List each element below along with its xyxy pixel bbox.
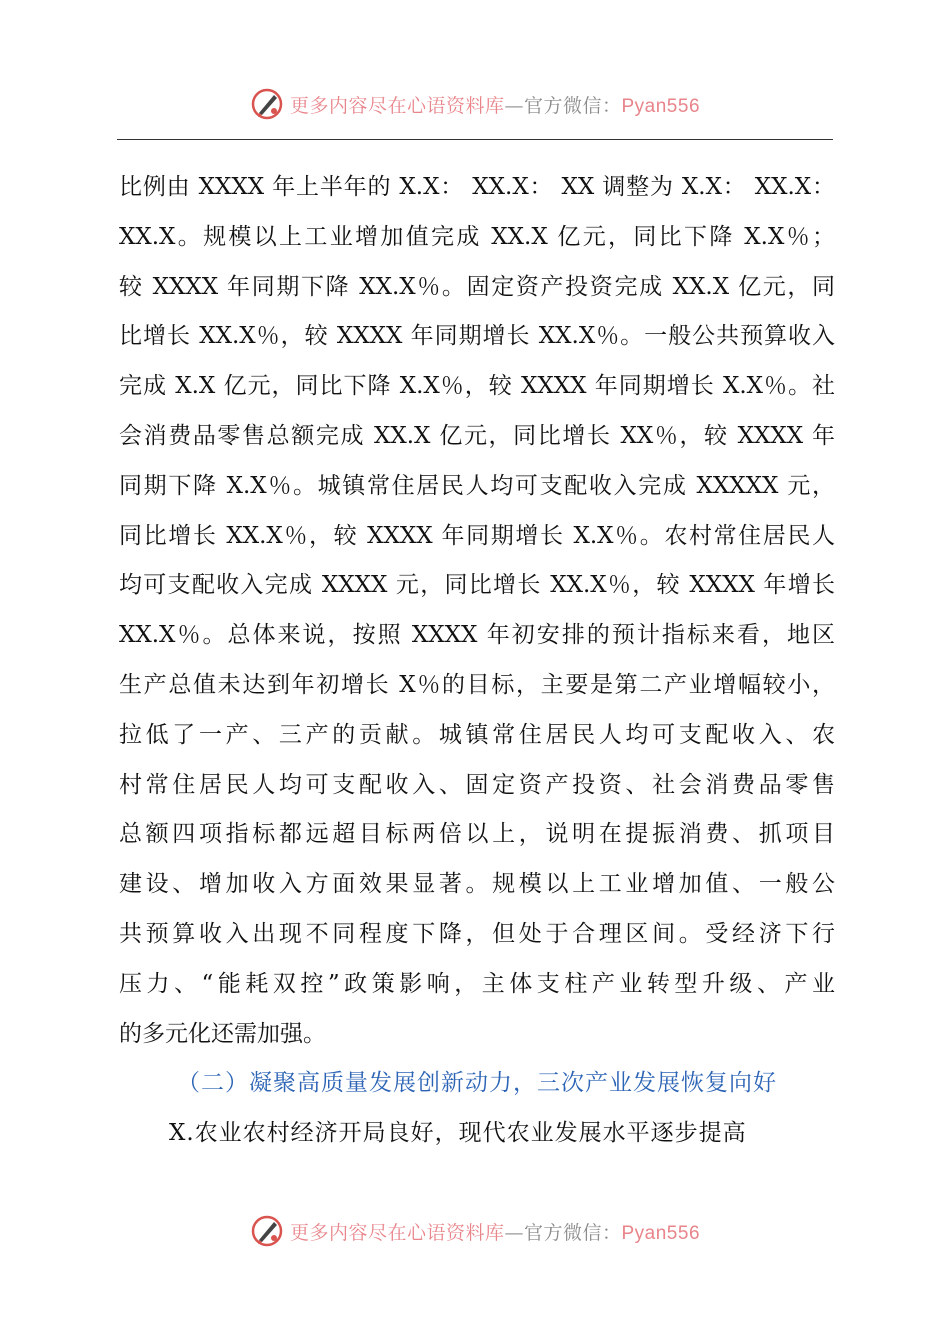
paragraph-line: 同比增长 XX.X％，较 XXXX 年同期增长 X.X％。农村常住居民人 <box>119 522 835 549</box>
header-brand-line <box>290 91 700 118</box>
footer-brand-line <box>290 1218 700 1245</box>
header-divider <box>117 139 833 140</box>
paragraph-line: 同期下降 X.X％。城镇常住居民人均可支配收入完成 XXXXX 元， <box>119 472 835 499</box>
paragraph-line: 村常住居民人均可支配收入、固定资产投资、社会消费品零售 <box>119 771 835 798</box>
document-body <box>119 163 835 1159</box>
quill-logo-icon <box>250 1214 284 1248</box>
paragraph-line: 拉低了一产、三产的贡献。城镇常住居民人均可支配收入、农 <box>119 721 835 748</box>
paragraph-line: 均可支配收入完成 XXXX 元，同比增长 XX.X％，较 XXXX 年增长 <box>119 572 835 599</box>
paragraph-line: 完成 X.X 亿元，同比下降 X.X％，较 XXXX 年同期增长 X.X％。社 <box>119 373 835 400</box>
paragraph-line: 会消费品零售总额完成 XX.X 亿元，同比增长 XX％，较 XXXX 年 <box>119 422 835 449</box>
paragraph-line: 建设、增加收入方面效果显著。规模以上工业增加值、一般公 <box>119 871 835 898</box>
paragraph-line: 比例由 XXXX 年上半年的 X.X： XX.X： XX 调整为 X.X： XX.X： <box>119 174 835 200</box>
paragraph-line: 比增长 XX.X％，较 XXXX 年同期增长 XX.X％。一般公共预算收入 <box>119 323 835 350</box>
section-heading: （二）凝聚高质量发展创新动力，三次产业发展恢复向好 <box>177 1070 777 1097</box>
sub-heading: X.农业农村经济开局良好，现代农业发展水平逐步提高 <box>169 1120 747 1147</box>
header-banner <box>0 84 950 124</box>
paragraph-line: 的多元化还需加强。 <box>119 1020 326 1047</box>
paragraph-line: 总额四项指标都远超目标两倍以上，说明在提振消费、抓项目 <box>119 821 835 848</box>
paragraph-line: 生产总值未达到年初增长 X％的目标，主要是第二产业增幅较小， <box>119 671 835 698</box>
header-brand-text: 更多内容尽在心语资料库 <box>289 94 505 117</box>
footer-separator: — <box>504 1221 524 1244</box>
footer-wechat-id: Pyan556 <box>621 1222 701 1244</box>
paragraph-line: 较 XXXX 年同期下降 XX.X％。固定资产投资完成 XX.X 亿元，同 <box>119 273 835 300</box>
footer-banner <box>0 1211 950 1251</box>
paragraph-line: 压力、“能耗双控”政策影响，主体支柱产业转型升级、产业 <box>119 970 835 997</box>
paragraph-line: 共预算收入出现不同程度下降，但处于合理区间。受经济下行 <box>119 920 835 947</box>
footer-brand-text: 更多内容尽在心语资料库 <box>289 1221 505 1244</box>
paragraph-line: XX.X。规模以上工业增加值完成 XX.X 亿元，同比下降 X.X％； <box>119 223 835 250</box>
paragraph-line: XX.X％。总体来说，按照 XXXX 年初安排的预计指标来看，地区 <box>119 622 835 649</box>
quill-logo-icon <box>250 87 284 121</box>
footer-wechat-label: 官方微信： <box>523 1221 622 1244</box>
header-wechat-label: 官方微信： <box>523 94 622 117</box>
header-wechat-id: Pyan556 <box>621 95 701 117</box>
header-separator: — <box>504 94 524 117</box>
